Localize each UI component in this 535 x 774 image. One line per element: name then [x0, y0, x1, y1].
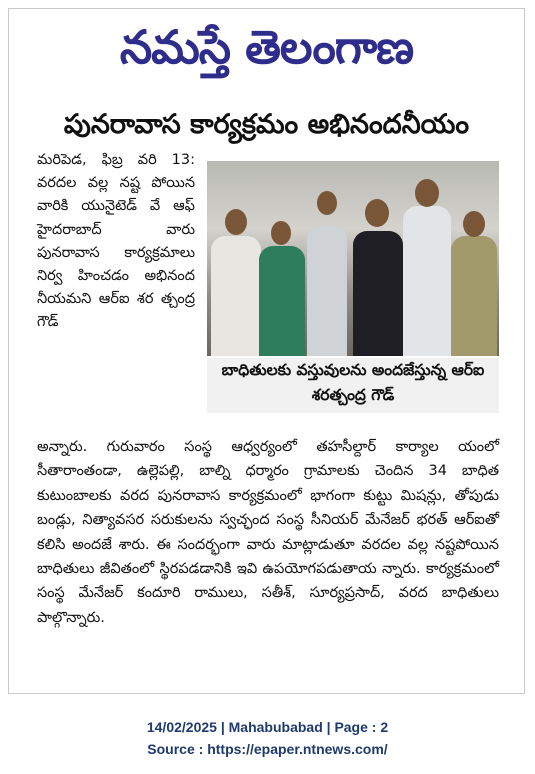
photo-person-head: [225, 209, 247, 235]
newspaper-masthead: నమస్తే తెలంగాణ: [119, 20, 414, 74]
photo-person: [307, 226, 347, 356]
footer-source-link[interactable]: Source : https://epaper.ntnews.com/: [147, 741, 388, 757]
photo-person-head: [365, 199, 389, 227]
photo-person: [403, 206, 451, 356]
article-headline: పునరావాస కార్యక్రమం అభినందనీయం: [63, 109, 470, 140]
article-lead-column: మరిపెడ, ఫిబ్ర వరి 13: వరదల వల్ల నష్ట పోయిన వారికి యునైటెడ్ వే ఆఫ్ హైదరాబాద్ వారు పునరావాస కార్యక్రమాలు నిర్వ హించడం అభినంద నీయమని ఆర్ఐ శర త్చంద్ర గౌడ్: [37, 152, 195, 331]
clipping-frame: [8, 8, 525, 694]
article-body: అన్నారు. గురువారం సంస్థ ఆధ్వర్యంలో తహసీల్దార్ కార్యాల యంలో సీతారాంతండా, ఉల్లెపల్లి, బాల్ని ధర్మారం గ్రామాలకు చెందిన 34 బాధిత కుటుంబాలకు వరద పునరావాస కార్యక్రమంలో భాగంగా కుట్టు మిషన్లు, తోపుడు బండ్లు, నిత్యావసర సరుకులను స్వచ్ఛంద సంస్థ సీనియర్ మేనేజర్ భరత్ ఆర్ఐతో కలిసి అందజే శారు. ఈ సందర్భంగా వారు మాట్లాడుతూ వరదల వల్ల నష్టపోయిన బాధితులు జీవితంలో స్థిరపడడానికి ఇవి ఉపయోగపడుతాయ న్నారు. కార్యక్రమంలో సంస్థ మేనేజర్ కందూరి రాములు, సతీశ్, సూర్యప్రసాద్, వరద బాధితులు పాల్గొన్నారు.: [37, 439, 499, 626]
photo-person: [211, 236, 261, 356]
photo-person: [259, 246, 305, 356]
photo-person-head: [463, 211, 485, 237]
photo-person: [353, 231, 403, 356]
photo-person-head: [271, 221, 291, 245]
photo-caption: బాధితులకు వస్తువులను అందజేస్తున్న ఆర్ఐ శరత్చంద్ర గౌడ్: [207, 358, 499, 413]
photo-person-head: [317, 191, 337, 215]
photo-person-head: [415, 179, 439, 207]
photo-person: [451, 236, 497, 356]
article-photo: [207, 161, 499, 356]
footer-edition-info: 14/02/2025 | Mahabubabad | Page : 2: [146, 719, 389, 735]
